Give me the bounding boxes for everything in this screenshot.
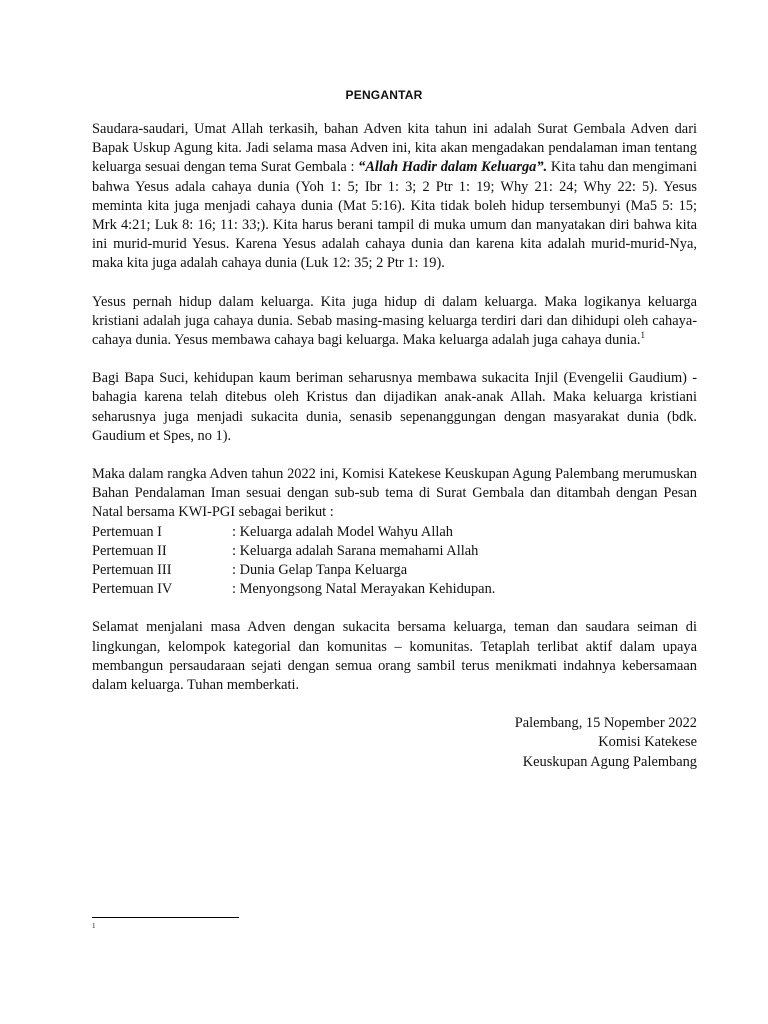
paragraph-intro bbox=[92, 120, 697, 274]
intro-text-a: Saudara-saudari, Umat Allah terkasih, bahan Adven kita tahun ini adalah Surat Gembala Adven dari Bapak Uskup Agung kita. Jadi selama masa Adven ini, kita akan mengadakan pendalaman iman tentang keluarga sesuai dengan tema Surat Gembala : bbox=[92, 121, 697, 176]
footnote-mark: 1 bbox=[92, 922, 96, 930]
page-title: PENGANTAR bbox=[345, 88, 423, 102]
paragraph-closing: Selamat menjalani masa Adven dengan sukacita bersama keluarga, teman dan saudara seiman di lingkungan, kelompok kategorial dan komunitas – komunitas. Tetaplah terlibat aktif dalam upaya membangun persaudaraan sejati dengan semua orang sambil terus menikmati indahnya kebersamaan dalam keluarga. Tuhan memberkati. bbox=[92, 619, 697, 694]
signature-org: Komisi Katekese bbox=[598, 734, 697, 751]
paragraph-advent: Maka dalam rangka Adven tahun 2022 ini, Komisi Katekese Keuskupan Agung Palembang merumuskan Bahan Pendalaman Iman sesuai dengan sub-sub tema di Surat Gembala dan ditambah dengan Pesan Natal bersama KWI-PGI sebagai berikut : bbox=[92, 466, 697, 521]
signature-place-date: Palembang, 15 Nopember 2022 bbox=[514, 715, 697, 732]
meeting-row bbox=[92, 561, 697, 580]
meeting-label: Pertemuan II bbox=[92, 542, 167, 559]
meeting-row bbox=[92, 580, 697, 599]
signature-block bbox=[92, 714, 697, 772]
paragraph-family bbox=[92, 293, 697, 351]
meeting-label: Pertemuan IV bbox=[92, 581, 173, 598]
paragraph-pope: Bagi Bapa Suci, kehidupan kaum beriman seharusnya membawa sukacita Injil (Evengelii Gaudium) - bahagia karena telah ditebus oleh Kristus dan dijadikan anak-anak Allah. Maka keluarga kristiani seharusnya juga menjadi sukacita dunia, senasib sepenanggungan dengan masyarakat dunia (bdk. Gaudium et Spes, no 1). bbox=[92, 370, 697, 444]
intro-text-b: Kita tahu dan mengimani bahwa Yesus adala cahaya dunia (Yoh 1: 5; Ibr 1: 3; 2 Ptr 1: 19; Why 21: 24; Why 22: 5). Yesus meminta kita juga menjadi cahaya dunia (Mat 5:16). Kita tidak boleh hidup tersembunyi (Ma5 5: 15; Mrk 4:21; Luk 8: 16; 11: 33;). Kita harus berani tampil di muka umum dan manyatakan diri bahwa kita ini murid-murid Yesus. Karena Yesus adalah cahaya dunia dan karena kita adalah murid-murid-Nya, maka kita juga adalah cahaya dunia (Luk 12: 35; 2 Ptr 1: 19). bbox=[92, 159, 697, 272]
meeting-label: Pertemuan I bbox=[92, 523, 162, 540]
meeting-list bbox=[92, 523, 697, 600]
footnote-divider bbox=[92, 917, 239, 918]
theme-text: “Allah Hadir dalam Keluarga”. bbox=[358, 159, 548, 176]
meeting-row bbox=[92, 523, 697, 542]
meeting-row bbox=[92, 542, 697, 561]
meeting-value: : Keluarga adalah Model Wahyu Allah bbox=[232, 523, 453, 540]
signature-diocese: Keuskupan Agung Palembang bbox=[522, 753, 697, 770]
meeting-label: Pertemuan III bbox=[92, 562, 172, 579]
meeting-value: : Dunia Gelap Tanpa Keluarga bbox=[232, 562, 408, 579]
meeting-value: : Keluarga adalah Sarana memahami Allah bbox=[232, 542, 479, 559]
document-body bbox=[92, 120, 697, 772]
family-text: Yesus pernah hidup dalam keluarga. Kita juga hidup di dalam keluarga. Maka logikanya keluarga kristiani adalah juga cahaya dunia. Sebab masing-masing keluarga terdiri dari dan dihidupi oleh cahaya-cahaya dunia. Yesus membawa cahaya bagi keluarga. Maka keluarga adalah juga cahaya dunia. bbox=[92, 293, 697, 349]
meeting-value: : Menyongsong Natal Merayakan Kehidupan. bbox=[232, 581, 496, 598]
footnote-reference[interactable]: 1 bbox=[640, 330, 645, 341]
